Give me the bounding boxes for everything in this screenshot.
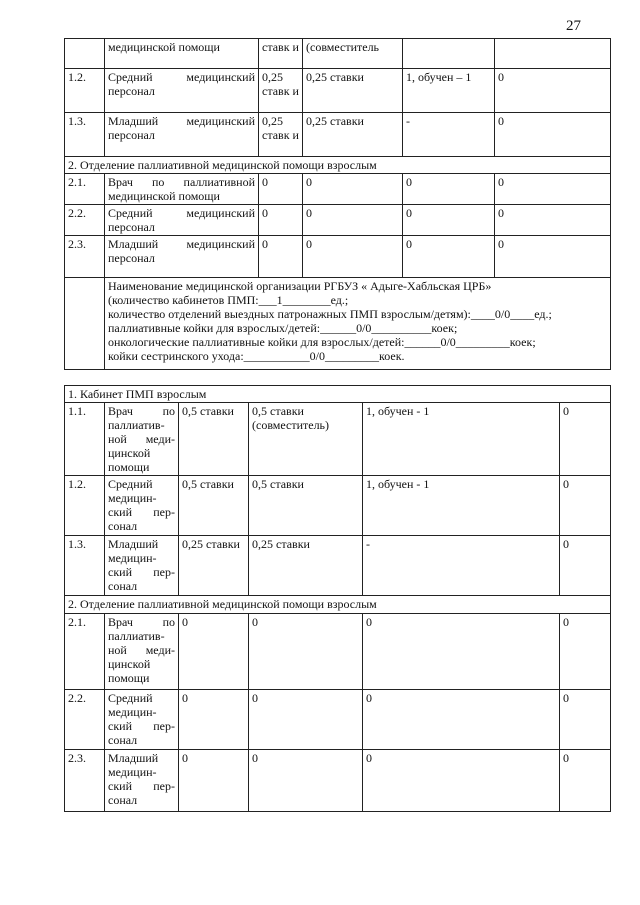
section-title: 2. Отделение паллиативной медицинской помощи взрослым xyxy=(65,157,611,174)
row-number: 1.1. xyxy=(65,403,105,476)
staffing-table-bottom xyxy=(64,385,611,812)
row-number: 2.2. xyxy=(65,690,105,750)
training-status: 1, обучен - 1 xyxy=(363,476,560,536)
staff-rate: 0 xyxy=(179,690,249,750)
staff-category: Средний медицинский персонал xyxy=(105,69,259,113)
staff-category: Младший медицин-ский пер-сонал xyxy=(105,536,179,596)
extra-value: 0 xyxy=(560,476,611,536)
training-status: 0 xyxy=(363,750,560,812)
row-number: 2.3. xyxy=(65,750,105,812)
staff-category: Средний медицинский персонал xyxy=(105,205,259,236)
training-status: 0 xyxy=(363,690,560,750)
ppm-rate: 0,25 ставки xyxy=(303,69,403,113)
training-status: - xyxy=(363,536,560,596)
row-number: 1.3. xyxy=(65,113,105,157)
staff-rate: 0,25 ставки xyxy=(179,536,249,596)
staff-rate: 0 xyxy=(179,614,249,690)
training-status: 0 xyxy=(403,205,495,236)
training-status: 0 xyxy=(403,236,495,278)
ppm-rate: 0 xyxy=(303,174,403,205)
section-row xyxy=(65,157,611,174)
row-number: 1.3. xyxy=(65,536,105,596)
staff-category: Врач по паллиатив-ной меди-цинской помощи xyxy=(105,614,179,690)
org-info-block xyxy=(105,278,611,370)
page-number: 27 xyxy=(566,18,581,34)
table-row xyxy=(65,113,611,157)
extra-value: 0 xyxy=(495,205,611,236)
org-oncology-beds-line: онкологические паллиативные койки для взрослых/детей:______0/0_________коек; xyxy=(108,335,536,349)
extra-value: 0 xyxy=(495,69,611,113)
org-palliative-beds-line: паллиативные койки для взрослых/детей:______0/0__________коек; xyxy=(108,321,458,335)
staff-category: Средний медицин-ский пер-сонал xyxy=(105,476,179,536)
staff-category: медицинской помощи xyxy=(105,39,259,69)
staff-rate: 0,25 ставк и xyxy=(259,69,303,113)
table-row xyxy=(65,39,611,69)
section-title: 1. Кабинет ПМП взрослым xyxy=(65,386,611,403)
staff-category: Младший медицинский персонал xyxy=(105,236,259,278)
extra-value: 0 xyxy=(560,403,611,476)
org-name-line: Наименование медицинской организации РГБУЗ « Адыге-Хабльская ЦРБ» xyxy=(108,279,492,293)
training-status: 0 xyxy=(403,174,495,205)
org-info-row xyxy=(65,278,611,370)
row-number xyxy=(65,39,105,69)
ppm-rate: 0 xyxy=(303,236,403,278)
section-row xyxy=(65,386,611,403)
staff-rate: 0,5 ставки xyxy=(179,476,249,536)
row-number: 1.2. xyxy=(65,69,105,113)
row-number: 2.3. xyxy=(65,236,105,278)
extra-value: 0 xyxy=(495,113,611,157)
staff-rate: 0,25 ставк и xyxy=(259,113,303,157)
org-nursing-beds-line: койки сестринского ухода:___________0/0_________коек. xyxy=(108,349,405,363)
org-cabinets-line: (количество кабинетов ПМП:___1________ед.; xyxy=(108,293,349,307)
extra-value: 0 xyxy=(560,690,611,750)
table-row xyxy=(65,236,611,278)
table-row xyxy=(65,476,611,536)
extra-value xyxy=(495,39,611,69)
staff-category: Младший медицинский персонал xyxy=(105,113,259,157)
org-departments-line: количество отделений выездных патронажных ПМП взрослым/детям):____0/0____ед.; xyxy=(108,307,552,321)
training-status: 0 xyxy=(363,614,560,690)
training-status: 1, обучен – 1 xyxy=(403,69,495,113)
table-row xyxy=(65,69,611,113)
staff-category: Младший медицин-ский пер-сонал xyxy=(105,750,179,812)
ppm-rate: 0,25 ставки xyxy=(249,536,363,596)
staff-rate: 0,5 ставки xyxy=(179,403,249,476)
ppm-rate: 0,5 ставки (совместитель) xyxy=(249,403,363,476)
staff-category: Средний медицин-ский пер-сонал xyxy=(105,690,179,750)
table-row xyxy=(65,750,611,812)
staff-rate: 0 xyxy=(179,750,249,812)
extra-value: 0 xyxy=(560,750,611,812)
ppm-rate: 0 xyxy=(249,690,363,750)
ppm-rate: 0 xyxy=(249,750,363,812)
training-status: - xyxy=(403,113,495,157)
extra-value: 0 xyxy=(560,536,611,596)
staff-category: Врач по паллиативной медицинской помощи xyxy=(105,174,259,205)
table-row xyxy=(65,205,611,236)
extra-value: 0 xyxy=(495,236,611,278)
training-status xyxy=(403,39,495,69)
ppm-rate: 0 xyxy=(249,614,363,690)
staff-rate: 0 xyxy=(259,236,303,278)
section-title: 2. Отделение паллиативной медицинской помощи взрослым xyxy=(65,596,611,614)
row-number: 2.2. xyxy=(65,205,105,236)
org-info-spacer xyxy=(65,278,105,370)
table-row xyxy=(65,614,611,690)
staff-rate: 0 xyxy=(259,174,303,205)
ppm-rate: 0,25 ставки xyxy=(303,113,403,157)
row-number: 2.1. xyxy=(65,174,105,205)
ppm-rate: 0,5 ставки xyxy=(249,476,363,536)
staffing-table-top xyxy=(64,38,611,370)
staff-category: Врач по паллиатив-ной меди-цинской помощи xyxy=(105,403,179,476)
table-row xyxy=(65,174,611,205)
table-row xyxy=(65,690,611,750)
row-number: 2.1. xyxy=(65,614,105,690)
section-row xyxy=(65,596,611,614)
staff-rate: ставк и xyxy=(259,39,303,69)
staff-rate: 0 xyxy=(259,205,303,236)
extra-value: 0 xyxy=(560,614,611,690)
extra-value: 0 xyxy=(495,174,611,205)
ppm-rate: 0 xyxy=(303,205,403,236)
ppm-rate: (совместитель xyxy=(303,39,403,69)
row-number: 1.2. xyxy=(65,476,105,536)
table-row xyxy=(65,403,611,476)
table-row xyxy=(65,536,611,596)
training-status: 1, обучен - 1 xyxy=(363,403,560,476)
